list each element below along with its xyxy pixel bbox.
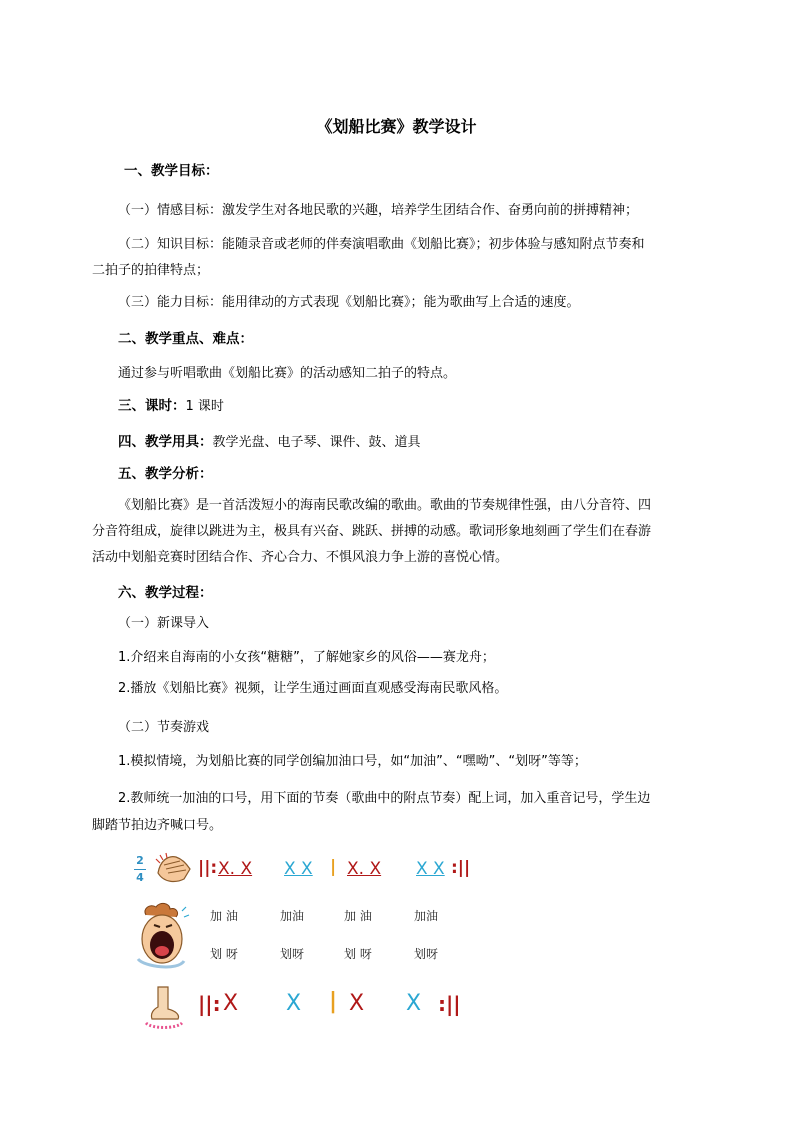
time-signature-bottom: 4	[136, 871, 144, 884]
stomp-beat-3: X	[349, 991, 365, 1016]
section-3	[118, 397, 224, 416]
clap-rhythm-2: X X	[284, 859, 313, 879]
lyrics-row1-2: 加油	[280, 909, 305, 923]
clap-rhythm-1: X. X	[218, 859, 253, 879]
stomp-beat-2: X	[286, 991, 302, 1016]
section-3-heading: 三、课时：	[118, 398, 186, 414]
bar-line-1: |	[330, 857, 337, 877]
process-2-item1: 1.模拟情境，为划船比赛的同学创编加油口号，如“加油”、“嘿呦”、“划呀”等等；	[118, 754, 587, 769]
section-5-heading: 五、教学分析：	[118, 466, 213, 482]
shouting-face-icon	[132, 901, 190, 973]
stomp-beat-1: X	[223, 991, 239, 1016]
goal-knowledge-line2: 二拍子的拍律特点；	[92, 263, 210, 278]
process-2-item2-line2: 脚踏节拍边齐喊口号。	[92, 818, 223, 833]
analysis-line2: 分音符组成，旋律以跳进为主，极具有兴奋、跳跃、拼搏的动感。歌词形象地刻画了学生们在春游	[92, 524, 652, 539]
goal-knowledge-line1: （二）知识目标：能随录音或老师的伴奏演唱歌曲《划船比赛》；初步体验与感知附点节奏和	[118, 237, 645, 252]
process-2-heading: （二）节奏游戏	[118, 720, 210, 735]
process-1-item2: 2.播放《划船比赛》视频，让学生通过画面直观感受海南民歌风格。	[118, 681, 508, 696]
goal-ability: （三）能力目标：能用律动的方式表现《划船比赛》；能为歌曲写上合适的速度。	[118, 295, 580, 310]
rhythm-figure	[120, 845, 478, 1035]
section-2-heading: 二、教学重点、难点：	[118, 331, 253, 347]
clapping-hands-icon	[154, 851, 194, 885]
section-4	[118, 433, 421, 452]
section-1-heading: 一、教学目标：	[124, 163, 219, 179]
clap-rhythm-4: X X	[416, 859, 445, 879]
section-3-value: 1 课时	[185, 399, 224, 414]
repeat-end-sign-2: :||	[438, 992, 461, 1016]
lyrics-row2-2: 划呀	[280, 947, 305, 961]
time-signature-top: 2	[136, 854, 144, 867]
bar-line-2: |	[329, 989, 338, 1014]
time-signature-bar	[134, 869, 146, 870]
lyrics-row2-4: 划呀	[414, 947, 439, 961]
goal-emotion: （一）情感目标：激发学生对各地民歌的兴趣，培养学生团结合作、奋勇向前的拼搏精神；	[118, 203, 639, 218]
process-1-heading: （一）新课导入	[118, 616, 210, 631]
clap-rhythm-3: X. X	[347, 859, 382, 879]
lyrics-row1-3: 加 油	[344, 909, 372, 923]
section-4-heading: 四、教学用具：	[118, 434, 213, 450]
analysis-line1: 《划船比赛》是一首活泼短小的海南民歌改编的歌曲。歌曲的节奏规律性强，由八分音符、四	[118, 498, 652, 513]
repeat-end-sign: :||	[451, 858, 471, 878]
document-title: 《划船比赛》教学设计	[316, 117, 477, 136]
section-2-body: 通过参与听唱歌曲《划船比赛》的活动感知二拍子的特点。	[118, 366, 457, 381]
section-6-heading: 六、教学过程：	[118, 585, 213, 601]
process-2-item2-line1: 2.教师统一加油的口号，用下面的节奏（歌曲中的附点节奏）配上词，加入重音记号，学生边	[118, 791, 651, 806]
process-1-item1: 1.介绍来自海南的小女孩“糖糖”，了解她家乡的风俗——赛龙舟；	[118, 650, 495, 665]
lyrics-row2-3: 划 呀	[344, 947, 372, 961]
repeat-start-sign: ||:	[198, 858, 218, 878]
analysis-line3: 活动中划船竞赛时团结合作、齐心合力、不惧风浪力争上游的喜悦心情。	[92, 550, 509, 565]
lyrics-row2-1: 划 呀	[210, 947, 238, 961]
lyrics-row1-1: 加 油	[210, 909, 238, 923]
stomping-foot-icon	[142, 985, 186, 1031]
stomp-beat-4: X	[406, 991, 422, 1016]
lyrics-row1-4: 加油	[414, 909, 439, 923]
section-4-value: 教学光盘、电子琴、课件、鼓、道具	[212, 435, 421, 450]
repeat-start-sign-2: ||:	[198, 992, 221, 1016]
